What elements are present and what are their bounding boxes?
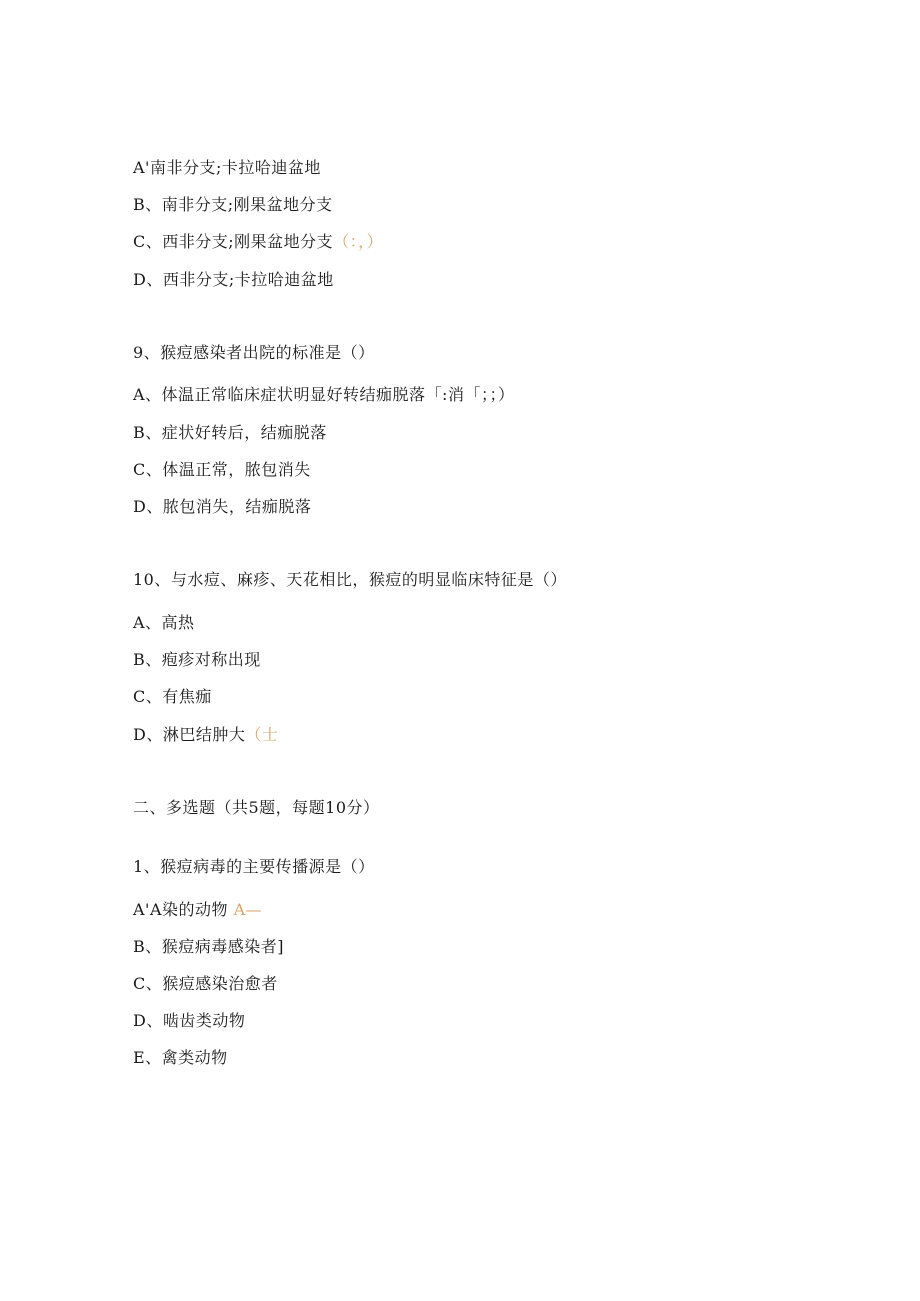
mq1-option-b	[133, 937, 284, 957]
option-text: B、疱疹对称出现	[133, 650, 261, 669]
q9-option-a	[133, 385, 514, 405]
option-text: D、啮齿类动物	[133, 1011, 246, 1030]
option-text: A、体温正常临床症状明显好转结痂脱落「:消「；；）	[133, 385, 515, 404]
option-text: C、猴痘感染治愈者	[133, 974, 278, 993]
q8-option-a	[133, 158, 321, 178]
question-text: 1、猴痘病毒的主要传播源是（）	[133, 857, 375, 876]
option-text: D、西非分支;卡拉哈迪盆地	[133, 270, 334, 289]
mq1-option-a	[133, 900, 262, 920]
q9-option-c	[133, 460, 311, 480]
handwritten-mark: （：，）	[333, 232, 384, 251]
question-text: 9、猴痘感染者出院的标准是（）	[133, 343, 375, 362]
q9-question	[133, 343, 375, 363]
mq1-option-d	[133, 1011, 245, 1031]
option-text: A、高热	[133, 613, 195, 632]
question-text: 10、与水痘、麻疹、天花相比，猴痘的明显临床特征是（）	[133, 570, 567, 589]
q10-question	[133, 570, 567, 590]
q9-option-b	[133, 423, 327, 443]
mq1-option-e	[133, 1048, 228, 1068]
q8-option-b	[133, 195, 333, 215]
option-text: C、有焦痂	[133, 687, 212, 706]
handwritten-mark: A—	[233, 900, 263, 919]
handwritten-mark: （士	[245, 725, 279, 744]
mq1-option-c	[133, 974, 278, 994]
option-text: D、脓包消失，结痂脱落	[133, 497, 312, 516]
option-text: D、淋巴结肿大	[133, 725, 246, 744]
q10-option-b	[133, 650, 261, 670]
option-text: C、西非分支;刚果盆地分支	[133, 232, 334, 251]
option-text: E、禽类动物	[133, 1048, 228, 1067]
q10-option-c	[133, 687, 212, 707]
section-heading	[133, 798, 380, 818]
option-text: B、南非分支;刚果盆地分支	[133, 195, 333, 214]
q8-option-c	[133, 232, 383, 252]
option-text: B、症状好转后，结痂脱落	[133, 423, 327, 442]
option-text: A'南非分支;卡拉哈迪盆地	[133, 158, 321, 177]
q8-option-d	[133, 270, 334, 290]
q9-option-d	[133, 497, 311, 517]
option-text: C、体温正常，脓包消失	[133, 460, 311, 479]
q10-option-d	[133, 725, 278, 745]
q10-option-a	[133, 613, 195, 633]
option-text: B、猴痘病毒感染者]	[133, 937, 285, 956]
mq1-question	[133, 857, 375, 877]
section-title: 二、多选题（共5题，每题10分）	[133, 798, 380, 817]
option-text: A'A染的动物	[133, 900, 229, 919]
